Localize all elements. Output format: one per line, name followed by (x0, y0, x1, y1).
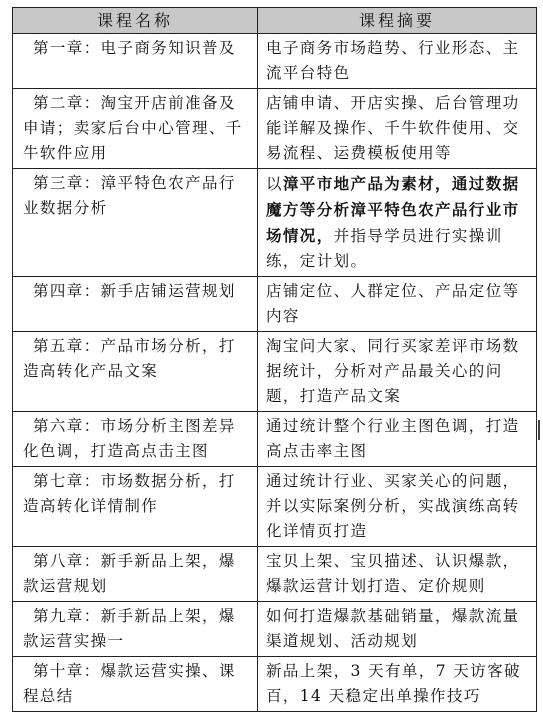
chapter-cell: 第九章：新手新品上架，爆款运营实操一 (13, 602, 258, 657)
summary-text: 并指导学员进行实操训练，定计划。 (266, 227, 503, 270)
summary-cell (258, 412, 537, 467)
table-row (13, 412, 537, 467)
table-row (13, 89, 537, 169)
table-row (13, 169, 537, 277)
summary-text: 通过统计整个行业主图色调，打造高点击率主图 (266, 417, 520, 460)
summary-text: 电子商务市场趋势、行业形态、主流平台特色 (266, 39, 520, 82)
summary-text: 店铺申请、开店实操、后台管理功能详解及操作、千牛软件使用、交易流程、运费模板使用等 (266, 94, 520, 162)
chapter-cell: 第二章：淘宝开店前准备及申请；卖家后台中心管理、千牛软件应用 (13, 89, 258, 169)
chapter-cell: 第十章：爆款运营实操、课程总结 (13, 657, 258, 712)
summary-cell (258, 657, 537, 712)
chapter-cell: 第八章：新手新品上架，爆款运营规划 (13, 547, 258, 602)
summary-text: 以 (266, 175, 283, 193)
table-row (13, 547, 537, 602)
table-row (13, 277, 537, 332)
summary-cell (258, 89, 537, 169)
summary-cell (258, 467, 537, 547)
table-row (13, 34, 537, 89)
table-row (13, 467, 537, 547)
summary-bold-text: 漳平市地产品为素材，通过数据魔方等分析漳平特色农产品行业市场情况， (266, 174, 520, 245)
summary-text: 淘宝问大家、同行买家差评市场数据统计，分析对产品最关心的问题，打造产品文案 (266, 337, 520, 405)
summary-text: 店铺定位、人群定位、产品定位等内容 (266, 282, 520, 325)
chapter-cell: 第五章：产品市场分析，打造高转化产品文案 (13, 332, 258, 412)
summary-cell (258, 277, 537, 332)
table-row (13, 657, 537, 712)
chapter-cell: 第六章：市场分析主图差异化色调，打造高点击主图 (13, 412, 258, 467)
course-table (12, 7, 537, 712)
summary-cell (258, 34, 537, 89)
summary-cell (258, 602, 537, 657)
summary-text: 宝贝上架、宝贝描述、认识爆款，爆款运营计划打造、定价规则 (266, 552, 520, 595)
table-row (13, 332, 537, 412)
summary-text: 通过统计行业、买家关心的问题，并以实际案例分析，实战演练高转化详情页打造 (266, 472, 520, 540)
chapter-cell: 第七章：市场数据分析，打造高转化详情制作 (13, 467, 258, 547)
summary-text: 如何打造爆款基础销量，爆款流量渠道规划、活动规划 (266, 607, 520, 650)
page-edge-mark (538, 420, 540, 440)
header-course-name: 课程名称 (13, 8, 258, 34)
header-course-summary: 课程摘要 (258, 8, 537, 34)
summary-text: 新品上架，3 天有单，7 天访客破百，14 天稳定出单操作技巧 (266, 662, 521, 705)
table-header-row (13, 8, 537, 34)
summary-cell (258, 169, 537, 277)
table-row (13, 602, 537, 657)
chapter-cell: 第一章：电子商务知识普及 (13, 34, 258, 89)
summary-cell (258, 547, 537, 602)
chapter-cell: 第三章：漳平特色农产品行业数据分析 (13, 169, 258, 277)
summary-cell (258, 332, 537, 412)
chapter-cell: 第四章：新手店铺运营规划 (13, 277, 258, 332)
